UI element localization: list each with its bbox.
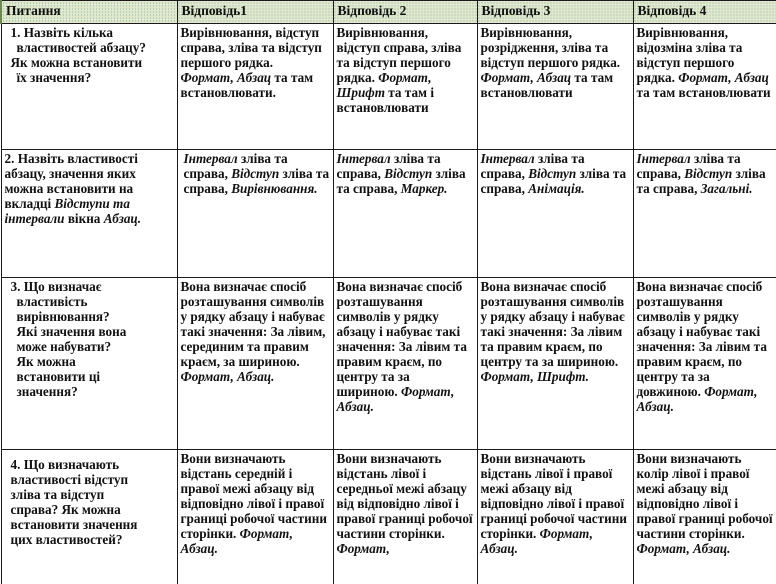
answer-text: Вирівнювання, відступ справа, зліва та відступ першого рядка. xyxy=(336,25,462,85)
question-line: може набувати? xyxy=(16,339,112,354)
question-line: встановити значення xyxy=(10,517,138,532)
answer-cell xyxy=(633,278,776,450)
header-question: Питання xyxy=(1,1,177,24)
answer-cell xyxy=(333,278,477,450)
question-line: 3. Що визначає xyxy=(10,279,102,294)
answer-text: Вони визначають відстань лівої і середньої межі абзацу від відповідно лівої і правої границі робочої частини сторінки. xyxy=(336,451,473,541)
answer-property: Вирівнювання. xyxy=(231,181,318,196)
header-row xyxy=(1,1,776,24)
answer-cell xyxy=(177,150,333,278)
answer-property: Інтервал xyxy=(636,151,691,166)
answer-text: Вона визначає спосіб розташування символів у рядку абзацу і набуває такі значення: За лівим та правим краєм, по центру та за довжиною. xyxy=(636,279,767,399)
answer-menu-path: Формат, Абзац xyxy=(678,70,769,85)
answer-menu-path: Формат, Абзац. xyxy=(180,369,275,384)
answer-text: Вони визначають колір лівої і правої межі абзацу від відповідно лівої і правої границі робочої частини сторінки. xyxy=(636,451,773,541)
question-cell xyxy=(1,450,177,584)
answer-text: зліва та справа, xyxy=(636,166,766,196)
answer-cell xyxy=(477,24,633,150)
question-line: властивості відступ xyxy=(10,472,129,487)
answer-cell xyxy=(477,450,633,584)
question-line: Які значення вона xyxy=(16,324,127,339)
answer-menu-path: Формат, Абзац. xyxy=(336,384,455,414)
header-answer-1: Відповідь1 xyxy=(177,1,333,24)
answer-cell xyxy=(477,150,633,278)
question-cell xyxy=(1,278,177,450)
answer-text: Вирівнювання, відозміна зліва та відступ першого рядка. xyxy=(636,25,743,85)
answer-text: зліва та справа, xyxy=(636,151,741,181)
answer-cell xyxy=(177,278,333,450)
answer-text: зліва та справа, xyxy=(183,151,288,181)
answer-text: зліва та справа, xyxy=(336,166,466,196)
answer-cell xyxy=(633,150,776,278)
question-line: зліва та відступ xyxy=(10,487,105,502)
answer-menu-path: Формат, Абзац. xyxy=(636,541,731,556)
answer-text: Вона визначає спосіб розташування символів у рядку абзацу і набуває такі значення: За лівим, серединим та правим краєм, за шириною. xyxy=(180,279,326,369)
answer-text: Вирівнювання, розрідження, зліва та відступ першого рядка. xyxy=(480,25,621,70)
answer-cell xyxy=(333,450,477,584)
answer-property: Анімація. xyxy=(528,181,585,196)
answer-text: Вона визначає спосіб розташування символів у рядку абзацу і набуває такі значення: За лівим та правим краєм, по центру та за шириною. xyxy=(336,279,467,399)
question-text: вікна xyxy=(64,211,104,226)
answer-menu-path: Формат, Абзац xyxy=(480,70,572,85)
answer-text: Вони визначають відстань середній і правої межі абзацу від відповідно лівої і правої границі робочої частини сторінки. xyxy=(180,451,327,541)
answer-text: та там і встановлювати xyxy=(336,85,434,115)
answer-text: зліва та справа, xyxy=(480,151,585,181)
answer-menu-path: Формат, Абзац. xyxy=(180,526,293,556)
question-line: 4. Що визначають xyxy=(10,457,120,472)
answer-menu-path: Формат, Шрифт. xyxy=(480,369,589,384)
answer-cell xyxy=(333,24,477,150)
answer-property: Маркер. xyxy=(400,181,448,196)
answer-text: та там встановлювати xyxy=(636,85,771,100)
answer-property: Відступ xyxy=(528,166,577,181)
answer-cell xyxy=(477,278,633,450)
answer-cell xyxy=(633,450,776,584)
answer-property: Інтервал xyxy=(183,151,238,166)
table-row xyxy=(1,450,776,584)
answer-menu-path: Формат, Абзац. xyxy=(480,526,593,556)
answer-property: Відступ xyxy=(384,166,433,181)
answer-text: зліва та справа, xyxy=(480,166,627,196)
question-line: Як можна xyxy=(16,354,76,369)
answer-text: зліва та справа, xyxy=(183,166,330,196)
question-line: значення? xyxy=(16,384,78,399)
table-row xyxy=(1,278,776,450)
answer-text: Вони визначають відстань лівої і правої межі абзацу від відповідно лівої і правої границі робочої частини сторінки. xyxy=(480,451,627,541)
answer-text: та там встановлювати. xyxy=(180,70,314,100)
header-answer-3: Відповідь 3 xyxy=(477,1,633,24)
question-cell xyxy=(1,150,177,278)
question-line: їх значення? xyxy=(16,70,92,85)
question-line: властивість xyxy=(16,294,88,309)
question-line: 1. Назвіть кілька xyxy=(10,25,113,40)
table-row xyxy=(1,24,776,150)
header-answer-2: Відповідь 2 xyxy=(333,1,477,24)
answer-menu-path: Формат, Абзац xyxy=(180,70,272,85)
answer-menu-path: Формат, Абзац. xyxy=(636,384,758,414)
answer-property: Інтервал xyxy=(336,151,391,166)
question-cell xyxy=(1,24,177,150)
answer-text: та там встановлювати xyxy=(480,70,614,100)
question-line: справа? Як можна xyxy=(10,502,121,517)
answer-text: Вона визначає спосіб розташування символів у рядку абзацу і набуває такі значення: За лівим та правим краєм, по центру та за шириною. xyxy=(480,279,625,369)
question-line: вирівнювання? xyxy=(16,309,110,324)
answer-property: Відступ xyxy=(231,166,280,181)
question-window-name: Абзац. xyxy=(103,211,142,226)
answer-cell xyxy=(177,24,333,150)
question-text: 2. Назвіть властивості абзацу, значення яких можна встановити на вкладці xyxy=(4,151,138,211)
answer-text: Вирівнювання, відступ справа, зліва та відступ першого рядка. xyxy=(180,25,322,70)
answer-property: Інтервал xyxy=(480,151,535,166)
answer-menu-path: Формат, Шрифт xyxy=(336,70,432,100)
answer-text: зліва та справа, xyxy=(336,151,441,181)
answer-menu-path: Формат, xyxy=(336,541,390,556)
question-line: цих властивостей? xyxy=(10,532,123,547)
header-answer-4: Відповідь 4 xyxy=(633,1,776,24)
question-line: властивостей абзацу? xyxy=(16,40,146,55)
answer-property: Відступ xyxy=(684,166,733,181)
table-row xyxy=(1,150,776,278)
question-tab-name: Відступи та інтервали xyxy=(4,196,130,226)
answer-cell xyxy=(633,24,776,150)
answer-cell xyxy=(333,150,477,278)
answer-property: Загальні. xyxy=(700,181,753,196)
question-line: Як можна встановити xyxy=(10,55,143,70)
question-line: встановити ці xyxy=(16,369,101,384)
answer-cell xyxy=(177,450,333,584)
